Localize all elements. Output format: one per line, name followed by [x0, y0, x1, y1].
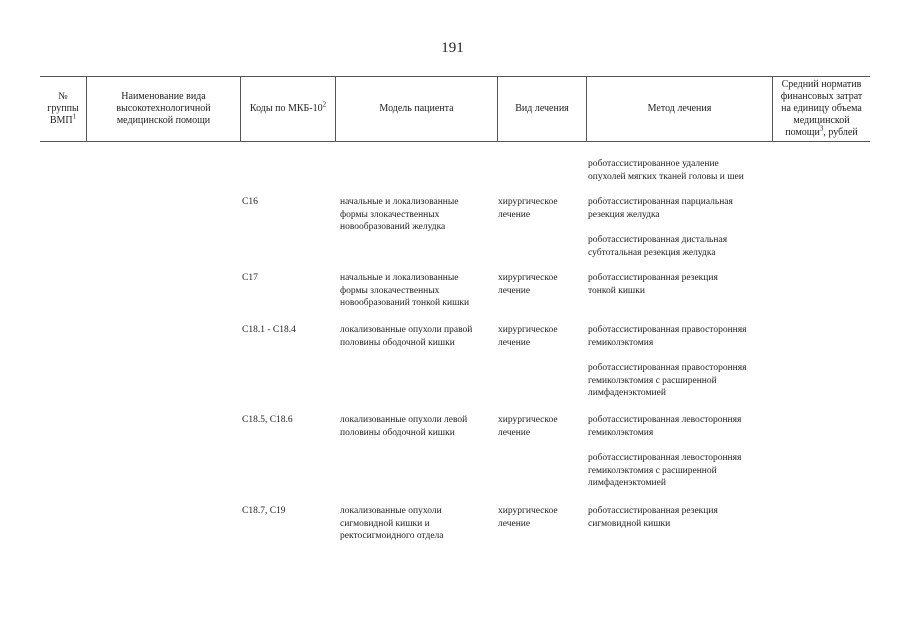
treatment-method-cell: роботассистированная дистальная субтотальная резекция желудка	[588, 235, 728, 258]
header-treatment-method	[586, 77, 772, 141]
treatment-method-cell: роботассистированная левосторонняя гемиколэктомия с расширенной лимфаденэктомией	[588, 453, 742, 488]
header-patient-model-text: Модель пациента	[379, 103, 454, 114]
header-care-name-text: Наименование вида высокотехнологичной медицинской помощи	[116, 91, 211, 126]
treatment-method-cell: роботассистированная правосторонняя гемиколэктомия	[588, 325, 747, 348]
treatment-type-cell: хирургическое лечение	[498, 506, 558, 529]
icd-code-cell: C16	[242, 197, 258, 207]
header-treatment-type	[497, 77, 586, 141]
treatment-method-cell: роботассистированная резекция сигмовидной кишки	[588, 506, 718, 529]
header-group-no-text: № группы ВМП	[47, 91, 79, 126]
header-cost-norm-text: Средний норматив финансовых затрат на единицу объема медицинской помощи	[780, 79, 863, 138]
header-patient-model	[335, 77, 497, 141]
patient-model-cell: начальные и локализованные формы злокачественных новообразований желудка	[340, 197, 459, 232]
header-group-no-footnote: 1	[72, 112, 77, 121]
header-cost-norm	[772, 77, 870, 141]
icd-code-cell: C18.5, C18.6	[242, 415, 293, 425]
header-cost-norm-unit: , рублей	[823, 127, 858, 138]
treatment-method-cell: роботассистированная левосторонняя гемиколэктомия	[588, 415, 742, 438]
treatment-type-cell: хирургическое лечение	[498, 197, 558, 220]
treatment-type-cell: хирургическое лечение	[498, 325, 558, 348]
icd-code-cell: C18.1 - C18.4	[242, 325, 296, 335]
treatment-method-cell: роботассистированная резекция тонкой кишки	[588, 273, 718, 296]
patient-model-cell: локализованные опухоли левой половины ободочной кишки	[340, 415, 468, 438]
icd-code-cell: C17	[242, 273, 258, 283]
treatment-type-cell: хирургическое лечение	[498, 415, 558, 438]
patient-model-cell: локализованные опухоли правой половины ободочной кишки	[340, 325, 473, 348]
treatment-method-cell: роботассистированная правосторонняя гемиколэктомия с расширенной лимфаденэктомией	[588, 363, 747, 398]
icd-code-cell: C18.7, C19	[242, 506, 286, 516]
patient-model-cell: начальные и локализованные формы злокачественных новообразований тонкой кишки	[340, 273, 470, 308]
header-icd-codes-text: Коды по МКБ-10	[249, 103, 323, 114]
header-group-no	[40, 77, 86, 141]
table-header	[40, 76, 870, 142]
header-cost-norm-footnote: 3	[819, 124, 824, 133]
header-treatment-type-text: Вид лечения	[515, 103, 569, 114]
header-care-name	[86, 77, 240, 141]
header-icd-codes-footnote: 2	[322, 100, 327, 109]
treatment-method-cell: роботассистированное удаление опухолей мягких тканей головы и шеи	[588, 159, 744, 182]
header-treatment-method-text: Метод лечения	[647, 103, 712, 114]
header-icd-codes	[240, 77, 335, 141]
page-number: 191	[441, 40, 464, 56]
treatment-method-cell: роботассистированная парциальная резекция желудка	[588, 197, 733, 220]
treatment-type-cell: хирургическое лечение	[498, 273, 558, 296]
patient-model-cell: локализованные опухоли сигмовидной кишки и ректосигмоидного отдела	[340, 506, 444, 541]
